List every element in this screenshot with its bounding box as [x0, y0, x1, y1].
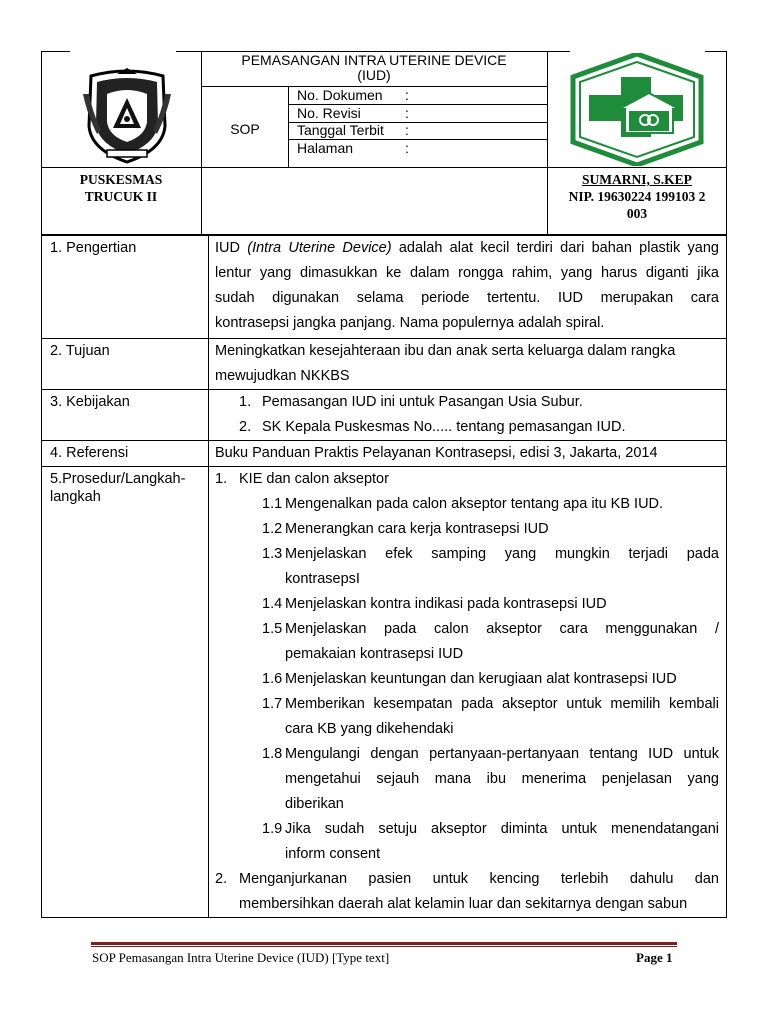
step-text: Menganjurkanan pasien untuk kencing terlebih dahulu dan — [239, 871, 719, 887]
substep-text — [285, 592, 719, 617]
text-line: cara KB yang dikehendaki — [285, 721, 454, 737]
meta-key: No. Revisi — [297, 105, 361, 121]
meta-sep: : — [405, 140, 409, 156]
row-label — [42, 467, 209, 918]
meta-sep: : — [405, 105, 409, 121]
signer-nip: NIP. 19630224 199103 2 — [568, 189, 706, 204]
substep-item — [215, 542, 719, 592]
substep-number: 1.4 — [262, 596, 283, 612]
row-value: Buku Panduan Praktis Pelayanan Kontrasepsi, edisi 3, Jakarta, 2014 — [209, 441, 727, 467]
meta-key: No. Dokumen — [297, 87, 383, 103]
substep-item — [215, 492, 719, 517]
signer-block — [548, 171, 726, 222]
row-label: 3. Kebijakan — [42, 390, 209, 441]
meta-key: Tanggal Terbit — [297, 122, 384, 138]
header-top-border — [41, 51, 70, 52]
substep-text — [285, 492, 719, 517]
label-line: 5.Prosedur/Langkah- — [50, 471, 186, 487]
substep-number: 1.2 — [262, 521, 283, 537]
text-line: pemakaian kontrasepsi IUD — [285, 646, 464, 662]
row-kebijakan — [42, 390, 727, 441]
substep-list — [215, 492, 719, 867]
footer-rule — [91, 946, 677, 947]
row-prosedur — [42, 467, 727, 918]
substep-item — [215, 692, 719, 742]
header-divider — [288, 86, 289, 167]
row-label: 2. Tujuan — [42, 339, 209, 390]
text-line: diberikan — [285, 796, 344, 812]
header-divider — [41, 167, 201, 168]
substep-number: 1.7 — [262, 696, 283, 712]
org-line: PUSKESMAS — [79, 172, 163, 187]
text-line: Menjelaskan pada calon akseptor cara menggunakan / — [285, 621, 719, 637]
sop-label: SOP — [230, 121, 260, 137]
step-text: membersihkan daerah alat kelamin luar dan sekitarnya dengan sabun — [239, 896, 688, 912]
text-line: lentur yang dimasukkan ke dalam rongga rahim, yang harus diganti jika — [215, 265, 719, 281]
text-line: Menjelaskan kontra indikasi pada kontrasepsi IUD — [285, 596, 607, 612]
substep-number: 1.5 — [262, 621, 283, 637]
list-item — [215, 390, 719, 415]
meta-no-dokumen — [297, 87, 409, 104]
step-number: 2. — [215, 871, 228, 887]
page-number: Page 1 — [636, 950, 673, 965]
step-number: 1. — [215, 471, 228, 487]
text-span: IUD — [215, 240, 240, 256]
text-line: Memberikan kesempatan pada akseptor untuk memilih kembali — [285, 696, 719, 712]
step-text: KIE dan calon akseptor — [239, 471, 389, 487]
meta-no-revisi — [297, 105, 409, 122]
row-value — [209, 390, 727, 441]
substep-item — [215, 617, 719, 667]
footer-rule — [91, 942, 677, 945]
signer-name: SUMARNI, S.KEP — [582, 172, 692, 187]
text-line: inform consent — [285, 846, 381, 862]
row-pengertian — [42, 236, 727, 339]
header-divider — [547, 167, 727, 168]
text-line: sudah digunakan selama periode tertentu. IUD merupakan cara — [215, 290, 719, 306]
row-label: 1. Pengertian — [42, 236, 209, 339]
substep-item — [215, 517, 719, 542]
text-span: (Intra Uterine Device) — [247, 240, 392, 256]
row-value — [209, 236, 727, 339]
org-line: TRUCUK II — [84, 189, 158, 204]
document-title — [202, 53, 546, 83]
signer-nip: 003 — [626, 206, 648, 221]
substep-number: 1.1 — [262, 496, 283, 512]
substep-text — [285, 542, 719, 592]
text-line: Menjelaskan keuntungan dan kerugiaan alat kontrasepsi IUD — [285, 671, 677, 687]
text-span: adalah alat kecil terdiri dari bahan plastik yang — [398, 240, 720, 256]
regional-seal-logo — [77, 64, 177, 164]
title-line: PEMASANGAN INTRA UTERINE DEVICE — [241, 52, 507, 68]
text-line: Menjelaskan efek samping yang mungkin terjadi pada — [285, 546, 719, 562]
row-label: 4. Referensi — [42, 441, 209, 467]
puskesmas-logo — [569, 53, 705, 166]
meta-sep: : — [405, 87, 409, 103]
label-line: langkah — [50, 489, 101, 505]
text-line — [215, 236, 719, 261]
substep-text — [285, 692, 719, 742]
substep-number: 1.3 — [262, 546, 283, 562]
substep-text — [285, 517, 719, 542]
substep-number: 1.6 — [262, 671, 283, 687]
step-item — [215, 467, 719, 492]
text-line: mengetahui sejauh mana ibu menerima penjelasan yang — [285, 771, 719, 787]
text-line: kontrasepsi jangka panjang. Nama populernya adalah spiral. — [215, 315, 605, 331]
organization-name — [42, 171, 200, 205]
substep-text — [285, 617, 719, 667]
text-line: Menerangkan cara kerja kontrasepsi IUD — [285, 521, 549, 537]
row-value — [209, 467, 727, 918]
substep-item — [215, 817, 719, 867]
substep-item — [215, 592, 719, 617]
row-value — [209, 339, 727, 390]
meta-key: Halaman — [297, 140, 354, 156]
meta-halaman — [297, 140, 409, 157]
text-line: mewujudkan NKKBS — [215, 368, 350, 384]
row-referensi — [42, 441, 727, 467]
title-line: (IUD) — [357, 67, 391, 83]
header-top-border — [705, 51, 727, 52]
row-tujuan — [42, 339, 727, 390]
meta-tanggal-terbit — [297, 122, 409, 139]
substep-item — [215, 742, 719, 817]
meta-sep: : — [405, 122, 409, 138]
list-number: 1. — [239, 394, 252, 410]
sop-content-table — [41, 235, 727, 918]
text-line: kontrasepsI — [285, 571, 360, 587]
substep-item — [215, 667, 719, 692]
text-line: Jika sudah setuju akseptor diminta untuk menendatangani — [285, 821, 719, 837]
list-text: SK Kepala Puskesmas No..... tentang pemasangan IUD. — [262, 419, 626, 435]
text-line: Mengulangi dengan pertanyaan-pertanyaan tentang IUD untuk — [285, 746, 719, 762]
text-line: Meningkatkan kesejahteraan ibu dan anak serta keluarga dalam rangka — [215, 343, 676, 359]
step-item — [215, 867, 719, 892]
substep-number: 1.9 — [262, 821, 283, 837]
substep-text — [285, 742, 719, 817]
list-item — [215, 415, 719, 440]
footer-title: SOP Pemasangan Intra Uterine Device (IUD) [Type text] — [92, 950, 390, 965]
substep-text — [285, 817, 719, 867]
list-text: Pemasangan IUD ini untuk Pasangan Usia Subur. — [262, 394, 583, 410]
substep-number: 1.8 — [262, 746, 283, 762]
substep-text — [285, 667, 719, 692]
list-number: 2. — [239, 419, 252, 435]
text-line: Mengenalkan pada calon akseptor tentang apa itu KB IUD. — [285, 496, 664, 512]
header-divider — [201, 167, 547, 168]
